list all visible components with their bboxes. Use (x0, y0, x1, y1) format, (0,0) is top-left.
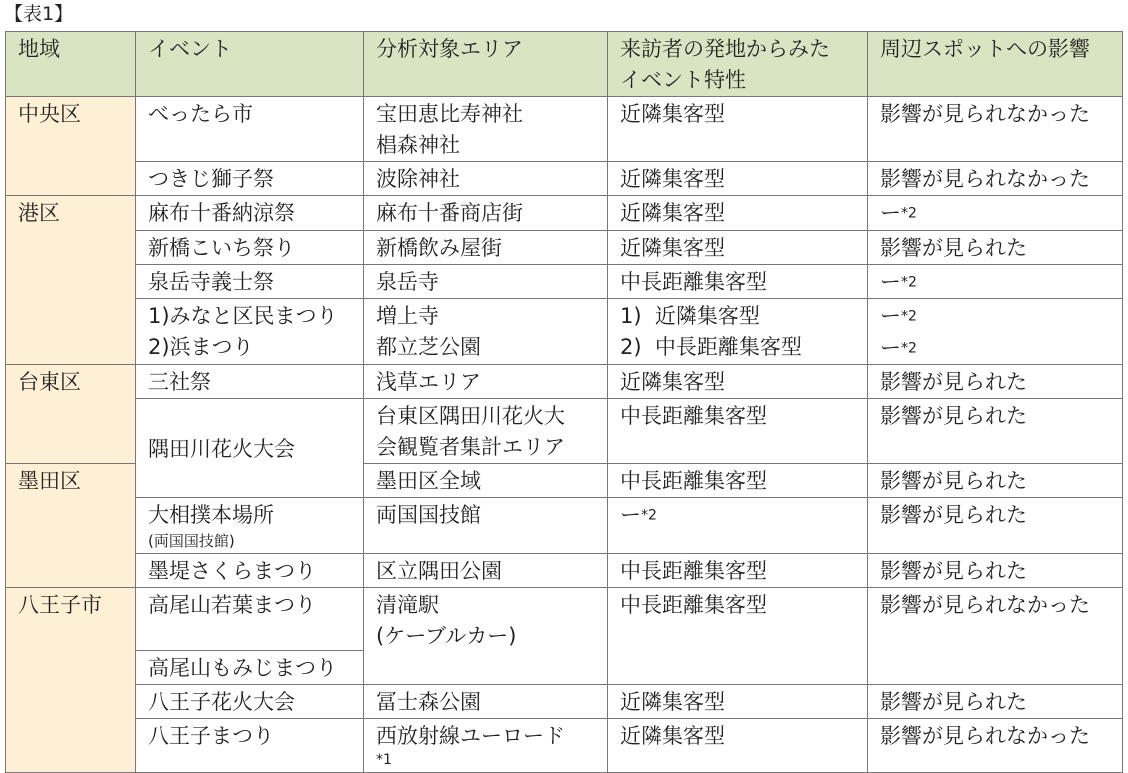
area-cell: 泉岳寺 (364, 264, 608, 299)
region-minato: 港区 (6, 196, 136, 365)
event-cell: 麻布十番納涼祭 (136, 196, 364, 231)
header-area: 分析対象エリア (364, 32, 608, 97)
characteristic-cell: 近隣集客型 (608, 719, 868, 773)
characteristic-line: 1) 近隣集客型 (620, 304, 760, 328)
table-row (6, 588, 1123, 651)
region-sumida: 墨田区 (6, 464, 136, 588)
impact-cell: 影響が見られた (868, 685, 1123, 719)
impact-cell: 影響が見られなかった (868, 97, 1123, 162)
footnote-mark: *2 (901, 274, 917, 290)
area-line: 椙森神社 (376, 133, 460, 157)
event-impact-table (5, 31, 1123, 773)
impact-dash: ー (880, 201, 901, 225)
header-characteristic-line2: イベント特性 (620, 68, 746, 92)
event-cell: 新橋こいち祭り (136, 230, 364, 264)
region-hachioji: 八王子市 (6, 588, 136, 773)
characteristic-cell: 近隣集客型 (608, 97, 868, 162)
impact-cell: 影響が見られた (868, 464, 1123, 498)
impact-cell: 影響が見られなかった (868, 162, 1123, 196)
characteristic-cell: 中長距離集客型 (608, 264, 868, 299)
event-line: 2)浜まつり (148, 335, 254, 359)
table-row (6, 230, 1123, 264)
area-cell: 両国国技館 (364, 498, 608, 554)
event-cell (136, 299, 364, 365)
table-row (6, 365, 1123, 399)
impact-cell: 影響が見られた (868, 554, 1123, 588)
table-row (6, 554, 1123, 588)
impact-cell: 影響が見られた (868, 498, 1123, 554)
event-cell: 墨堤さくらまつり (136, 554, 364, 588)
event-cell: べったら市 (136, 97, 364, 162)
impact-cell (868, 299, 1123, 365)
table-row (6, 399, 1123, 464)
event-line: 1)みなと区民まつり (148, 304, 338, 328)
characteristic-cell (608, 498, 868, 554)
impact-dash: ー (880, 335, 901, 360)
table-row (6, 498, 1123, 554)
impact-cell: 影響が見られた (868, 230, 1123, 264)
footnote-mark: *2 (901, 205, 917, 222)
event-cell: 高尾山若葉まつり (136, 588, 364, 651)
impact-cell: 影響が見られなかった (868, 588, 1123, 685)
impact-cell (868, 264, 1123, 299)
event-cell: つきじ獅子祭 (136, 162, 364, 196)
characteristic-cell (608, 299, 868, 365)
event-cell: 八王子花火大会 (136, 685, 364, 719)
event-cell: 隅田川花火大会 (136, 399, 364, 498)
impact-line (880, 301, 1112, 333)
characteristic-cell: 中長距離集客型 (608, 554, 868, 588)
event-cell: 泉岳寺義士祭 (136, 264, 364, 299)
header-region: 地域 (6, 32, 136, 97)
area-cell: 区立隅田公園 (364, 554, 608, 588)
area-line: 宝田恵比寿神社 (376, 102, 523, 126)
table-row (6, 97, 1123, 162)
characteristic-cell: 中長距離集客型 (608, 588, 868, 685)
area-cell (364, 719, 608, 773)
table-row (6, 162, 1123, 196)
table-row (6, 196, 1123, 231)
characteristic-dash: ー (620, 503, 641, 527)
event-cell: 八王子まつり (136, 719, 364, 773)
header-characteristic-line1: 来訪者の発地からみた (620, 37, 830, 61)
impact-line (880, 333, 1112, 365)
area-line: 都立芝公園 (376, 335, 481, 359)
table-row (6, 685, 1123, 719)
characteristic-cell: 近隣集客型 (608, 365, 868, 399)
area-cell: 新橋飲み屋街 (364, 230, 608, 264)
header-event: イベント (136, 32, 364, 97)
area-cell (364, 97, 608, 162)
characteristic-cell: 近隣集客型 (608, 162, 868, 196)
area-cell: 冨士森公園 (364, 685, 608, 719)
table-row (6, 264, 1123, 299)
table-caption: 【表1】 (4, 3, 74, 25)
footnote-mark: *2 (901, 308, 917, 325)
area-line: (ケーブルカー) (376, 624, 517, 648)
area-cell: 麻布十番商店街 (364, 196, 608, 231)
impact-dash: ー (880, 304, 901, 328)
characteristic-cell: 近隣集客型 (608, 685, 868, 719)
table-row (6, 299, 1123, 365)
impact-dash: ー (880, 269, 901, 294)
event-cell: 三社祭 (136, 365, 364, 399)
event-line: 大相撲本場所 (148, 503, 274, 527)
characteristic-cell: 近隣集客型 (608, 230, 868, 264)
header-impact: 周辺スポットへの影響 (868, 32, 1123, 97)
area-cell (364, 299, 608, 365)
event-cell: 高尾山もみじまつり (136, 651, 364, 685)
area-line: 会観覧者集計エリア (376, 435, 565, 459)
area-cell: 波除神社 (364, 162, 608, 196)
footnote-mark: *2 (901, 340, 917, 356)
footnote-mark: *2 (641, 507, 657, 524)
area-line: 増上寺 (376, 304, 439, 328)
header-row (6, 32, 1123, 97)
area-line: 清滝駅 (376, 593, 439, 617)
footnote-mark: *1 (376, 752, 392, 768)
impact-cell: 影響が見られた (868, 399, 1123, 464)
characteristic-cell: 中長距離集客型 (608, 399, 868, 464)
area-cell (364, 588, 608, 685)
event-subline: (両国国技館) (148, 532, 235, 550)
event-cell (136, 498, 364, 554)
area-cell: 墨田区全域 (364, 464, 608, 498)
area-line: 台東区隅田川花火大 (376, 404, 565, 428)
table-row (6, 719, 1123, 773)
characteristic-cell: 中長距離集客型 (608, 464, 868, 498)
region-taito: 台東区 (6, 365, 136, 464)
characteristic-cell: 近隣集客型 (608, 196, 868, 231)
area-cell: 浅草エリア (364, 365, 608, 399)
header-characteristic (608, 32, 868, 97)
impact-cell: 影響が見られなかった (868, 719, 1123, 773)
characteristic-line: 2) 中長距離集客型 (620, 335, 802, 359)
region-chuo: 中央区 (6, 97, 136, 196)
impact-cell (868, 196, 1123, 231)
area-cell (364, 399, 608, 464)
impact-cell: 影響が見られた (868, 365, 1123, 399)
area-line: 西放射線ユーロード (376, 724, 565, 748)
